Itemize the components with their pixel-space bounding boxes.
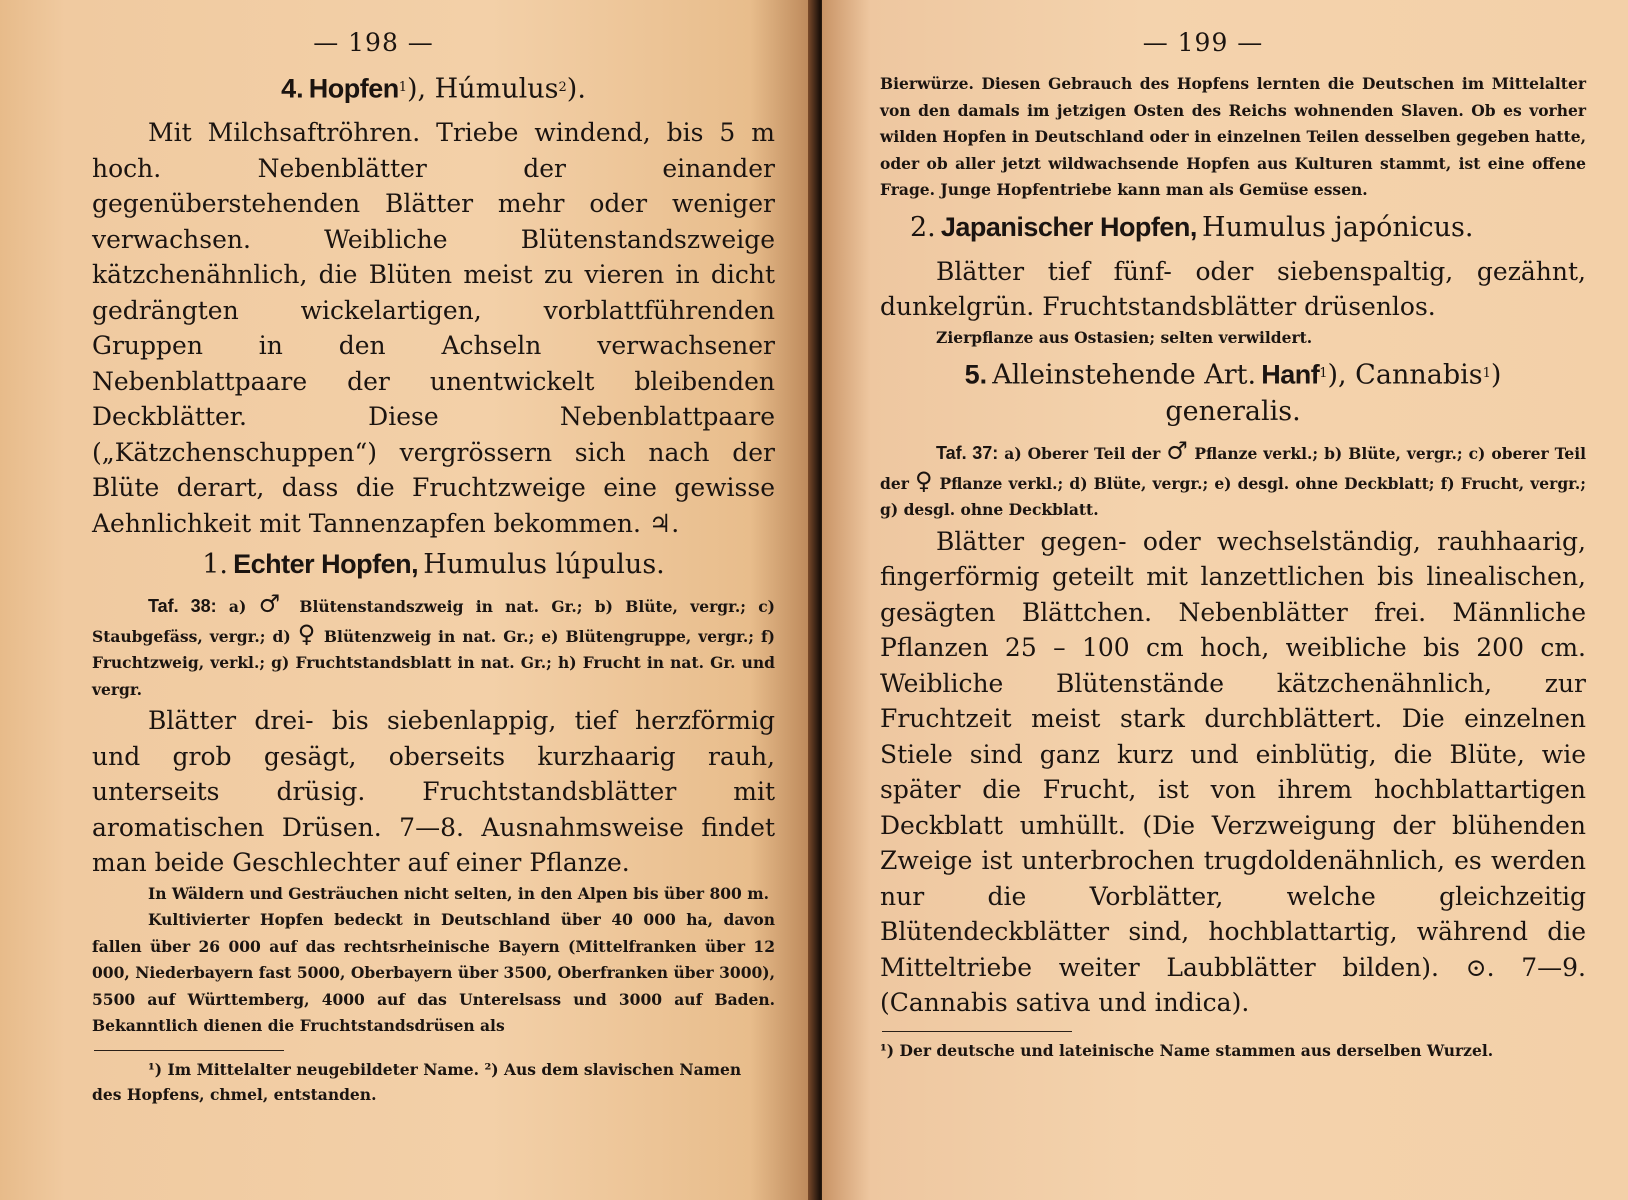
plate-caption <box>92 591 775 703</box>
female-symbol-icon: ♀ <box>297 619 317 648</box>
habitat-note: Zierpflanze aus Ostasien; selten verwildert. <box>936 327 1313 347</box>
section-heading <box>92 71 775 109</box>
plate-caption <box>880 438 1586 524</box>
right-page <box>822 0 1628 1200</box>
caption-text: a) <box>228 597 247 617</box>
description-paragraph: Blätter gegen- oder wechselständig, rauhhaarig, fingerförmig geteilt mit lanzettlichen bis linealischen, gesägten Blättchen. Nebenblätter frei. Männliche Pflanzen 25 – 100 cm hoch, weibliche bis 200 cm. Weibliche Blütenstände kätzchenähnlich, zur Fruchtzeit meist stark durchblättert. Die einzelnen Stiele sind ganz kurz und einblütig, die Blüte, wie später die Frucht, ist von ihrem hochblattartigen Deckblatt umhüllt. (Die Verzweigung der blühenden Zweige ist unterbrochen trugdoldenähnlich, es werden nur die Vorblätter, welche gleichzeitig Blütendeckblätter sind, hochblattartig, während die Mitteltriebe weiter Laubblätter bilden). ⊙. 7—9. (Cannabis sativa und indica). <box>880 526 1586 1018</box>
footnote: ¹) Der deutsche und lateinische Name stammen aus derselben Wurzel. <box>880 1040 1494 1060</box>
section-heading <box>880 357 1586 432</box>
species-heading <box>880 210 1586 248</box>
section-pre: Alleinstehende Art. <box>992 359 1257 391</box>
caption-text: Pflanze verkl.; b) Blüte, vergr.; c) oberer Teil der <box>880 444 1586 493</box>
description-paragraph: Blätter tief fünf- oder siebenspaltig, gezähnt, dunkelgrün. Fruchtstandsblätter drüsenlos. <box>880 256 1586 321</box>
footnote-ref: 1 <box>1319 366 1328 381</box>
male-symbol-icon: ♂ <box>1166 437 1189 466</box>
habitat-note: In Wäldern und Gesträuchen nicht selten, in den Alpen bis über 800 m. <box>148 883 770 903</box>
species-latin: Humulus lúpulus. <box>423 549 665 581</box>
section-latin-line2: generalis. <box>1165 396 1301 428</box>
page-number: — 198 — <box>313 28 434 57</box>
footnote-ref: 1 <box>1482 366 1491 381</box>
species-name: Echter Hopfen, <box>233 549 419 580</box>
footnote-ref: 1 <box>398 80 407 95</box>
caption-text: a) Oberer Teil der <box>1004 444 1161 464</box>
description-paragraph: Mit Milchsaftröhren. Triebe windend, bis 5 m hoch. Nebenblätter der einander gegenüberstehenden Blätter mehr oder weniger verwachsen. Weibliche Blütenstandszweige kätzchenähnlich, die Blüten meist zu vieren in dicht gedrängten wickelartigen, vorblattführenden Gruppen in den Achseln verwachsener Nebenblattpaare der unentwickelt bleibenden Deckblätter. Diese Nebenblattpaare („Kätzchenschuppen“) vergrössern sich nach der Blüte derart, dass die Fruchtzweige eine gewisse Aehnlichkeit mit Tannenzapfen bekommen. ♃. <box>92 118 775 538</box>
section-name: Hopfen <box>308 73 399 104</box>
section-number: 5. <box>964 359 988 390</box>
footnote-ref: 2 <box>558 80 567 95</box>
species-number: 1. <box>202 549 228 581</box>
section-latin: ), Húmulus <box>406 73 559 105</box>
caption-text: Blütenstandszweig in nat. Gr.; b) Blüte, vergr.; c) Staubgefäss, vergr.; d) <box>92 597 776 646</box>
footnote-divider <box>94 1050 284 1051</box>
footnote: ¹) Im Mittelalter neugebildeter Name. ²) Aus dem slavischen Namen des Hopfens, chmel, entstanden. <box>92 1059 742 1104</box>
male-symbol-icon: ♂ <box>258 590 288 619</box>
continued-note: Bierwürze. Diesen Gebrauch des Hopfens lernten die Deutschen im Mittelalter von den damals im jetzigen Osten des Reichs wohnenden Slaven. Ob es vorher wilden Hopfen in Deutschland oder in einzelnen Teilen desselben gegeben hatte, oder ob aller jetzt wildwachsende Hopfen aus Kulturen stammt, ist eine offene Frage. Junge Hopfentriebe kann man als Gemüse essen. <box>880 74 1586 199</box>
footnote-divider <box>882 1031 1072 1032</box>
section-name: Hanf <box>1261 359 1320 390</box>
description-paragraph: Blätter drei- bis siebenlappig, tief herzförmig und grob gesägt, oberseits kurzhaarig rauh, unterseits drüsig. Fruchtstandsblätter mit aromatischen Drüsen. 7—8. Ausnahmsweise findet man beide Geschlechter auf einer Pflanze. <box>92 706 775 878</box>
plate-label: Taf. 37: <box>936 443 999 464</box>
page-number: — 199 — <box>1142 28 1264 57</box>
female-symbol-icon: ♀ <box>915 466 934 495</box>
caption-text: Pflanze verkl.; d) Blüte, vergr.; e) desgl. ohne Deckblatt; f) Frucht, vergr.; g) desgl. ohne Deckblatt. <box>880 473 1587 520</box>
species-number: 2. <box>910 211 936 243</box>
plate-label: Taf. 38: <box>148 596 217 617</box>
cultivation-note: Kultivierter Hopfen bedeckt in Deutschland über 40 000 ha, davon fallen über 26 000 auf das rechtsrheinische Bayern (Mittelfranken über 12 000, Niederbayern fast 5000, Oberbayern über 3500, Oberfranken über 3000), 5500 auf Württemberg, 4000 auf das Unterelsass und 3000 auf Baden. Bekanntlich dienen die Fruchtstandsdrüsen als <box>92 910 775 1036</box>
section-latin: ), Cannabis <box>1327 359 1483 391</box>
section-tail: ) <box>1490 359 1502 391</box>
section-number: 4. <box>281 73 304 104</box>
species-heading <box>92 547 775 585</box>
species-latin: Humulus japónicus. <box>1202 211 1474 243</box>
caption-text: Blütenzweig in nat. Gr.; e) Blütengruppe, vergr.; f) Fruchtzweig, verkl.; g) Fruchtstandsblatt in nat. Gr.; h) Frucht in nat. Gr. und vergr. <box>92 626 775 699</box>
species-name: Japanischer Hopfen, <box>940 211 1197 242</box>
section-tail: ). <box>566 73 586 105</box>
